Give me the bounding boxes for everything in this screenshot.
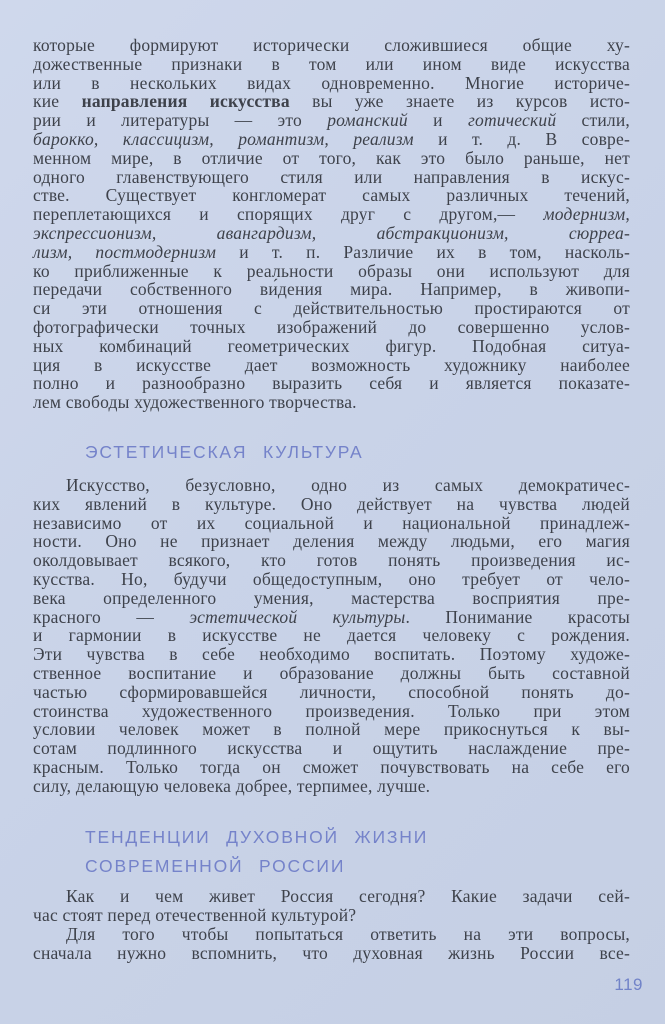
text-line [33, 645, 630, 664]
text-line [33, 476, 630, 495]
text-line [33, 243, 630, 262]
text-segment: стили, [556, 110, 630, 131]
paragraph [33, 36, 630, 412]
text-segment: условии человек может в полной мере прикоснуться к вы- [33, 719, 630, 740]
text-line [33, 262, 630, 281]
heading-line: СОВРЕМЕННОЙ РОССИИ [85, 856, 346, 877]
text-segment: ственное воспитание и образование должны быть составной [33, 662, 630, 683]
text-segment: века определенного умения, мастерства восприятия пре- [33, 587, 630, 608]
text-line [33, 111, 630, 130]
text-line [33, 374, 630, 393]
text-line [33, 130, 630, 149]
text-line [33, 739, 630, 758]
text-segment: и т. д. В совре- [413, 128, 630, 149]
text-line [33, 925, 630, 944]
text-line [33, 514, 630, 533]
heading-line: ЭСТЕТИЧЕСКАЯ КУЛЬТУРА [85, 441, 364, 462]
text-line [33, 36, 630, 55]
text-segment: ких явлений в культуре. Оно действует на чувства людей [33, 493, 630, 514]
section-heading [33, 440, 630, 464]
text-segment: и гармонии в искусстве не дается человеку с рождения. [33, 625, 630, 646]
text-segment: ция в искусстве дает возможность художнику наиболее [33, 354, 630, 375]
text-line [33, 626, 630, 645]
text-line [33, 683, 630, 702]
heading-line: ТЕНДЕНЦИИ ДУХОВНОЙ ЖИЗНИ [85, 827, 429, 848]
text-line [33, 570, 630, 589]
text-line [33, 608, 630, 627]
text-segment: кие [33, 91, 82, 112]
text-line [33, 92, 630, 111]
text-segment: одного главенствующего стиля или направления в искус- [33, 166, 630, 187]
page-number: 119 [614, 975, 643, 994]
text-segment: барокко, классицизм, романтизм, реализм [33, 128, 414, 149]
text-segment: фотографически точных изображений до совершенно услов- [33, 316, 630, 337]
text-line [33, 337, 630, 356]
text-segment: ко приближенные к реальности образы они используют для [33, 260, 630, 281]
text-segment: красным. Только тогда он сможет почувствовать на себе его [33, 756, 630, 777]
text-segment: экспрессионизм, авангардизм, абстракционизм, сюрреа- [33, 222, 630, 243]
text-segment: стоинства художественного произведения. Только при этом [33, 700, 630, 721]
text-column [33, 36, 630, 963]
section-heading [33, 823, 630, 881]
text-segment: которые формируют исторически сложившиеся общие ху- [33, 35, 630, 55]
text-segment: околдовывает всякого, кто готов понять произведения ис- [33, 550, 630, 571]
text-segment: рии и литературы — это [33, 110, 328, 131]
text-segment: час стоят перед отечественной культурой? [33, 905, 357, 926]
text-segment: и [407, 110, 468, 131]
text-segment: частью сформировавшейся личности, способной понять до- [33, 681, 630, 702]
text-segment: передачи собственного ви́дения мира. Например, в живопи- [33, 279, 630, 300]
text-line [33, 777, 630, 796]
text-line [33, 393, 630, 412]
text-segment: лем свободы художественного творчества. [33, 392, 357, 413]
text-segment: силу, делающую человека добрее, терпимее, лучше. [33, 775, 431, 796]
text-line [33, 589, 630, 608]
text-line [33, 906, 630, 925]
text-segment: ности. Оно не признает деления между людьми, его магия [33, 531, 630, 552]
text-line [33, 887, 630, 906]
text-segment: Для того чтобы попытаться ответить на эти вопросы, [66, 924, 630, 945]
text-line [33, 168, 630, 187]
text-segment: . Понимание красоты [405, 606, 630, 627]
text-line [33, 495, 630, 514]
paragraph [33, 925, 630, 963]
text-segment: Искусство, безусловно, одно из самых демократичес- [66, 474, 630, 495]
text-segment: красного — [33, 606, 190, 627]
text-segment: Эти чувства в себе необходимо воспитать. Поэтому художе- [33, 644, 630, 665]
text-segment: кусства. Но, будучи общедоступным, оно требует от чело- [33, 568, 630, 589]
text-line [33, 205, 630, 224]
text-line [33, 55, 630, 74]
text-segment: и т. п. Различие их в том, насколь- [216, 241, 630, 262]
text-segment: сначала нужно вспомнить, что духовная жизнь России все- [33, 942, 630, 963]
text-line [33, 318, 630, 337]
text-segment: модернизм, [543, 204, 630, 225]
text-line [33, 280, 630, 299]
text-line [33, 664, 630, 683]
paragraph [33, 476, 630, 796]
text-segment: готический [467, 110, 557, 131]
text-segment: полно и разнообразно выразить себя и является показате- [33, 373, 630, 394]
text-line [33, 944, 630, 963]
text-segment: независимо от их социальной и национальной принадлеж- [33, 512, 630, 533]
text-segment: переплетающихся и спорящих друг с другом,— [33, 204, 544, 225]
text-segment: эстетической культуры [189, 606, 406, 627]
text-line [33, 74, 630, 93]
text-line [33, 720, 630, 739]
text-line [33, 224, 630, 243]
text-line [33, 149, 630, 168]
text-segment: сотам подлинного искусства и ощутить наслаждение пре- [33, 738, 630, 759]
text-line [33, 356, 630, 375]
text-line [33, 758, 630, 777]
text-segment: направления искусства [81, 91, 290, 112]
text-line [33, 186, 630, 205]
text-segment: романский [327, 110, 408, 131]
paragraph [33, 887, 630, 925]
text-line [33, 299, 630, 318]
text-segment: вы уже знаете из курсов исто- [289, 91, 630, 112]
text-segment: дожественные признаки в том или ином виде искусства [33, 53, 630, 74]
text-segment: си эти отношения с действительностью простираются от [33, 298, 630, 319]
text-line [33, 551, 630, 570]
text-segment: стве. Существует конгломерат самых различных течений, [33, 185, 630, 206]
text-segment: Как и чем живет Россия сегодня? Какие задачи сей- [66, 886, 630, 907]
text-segment: менном мире, в отличие от того, как это было раньше, нет [33, 147, 630, 168]
text-line [33, 702, 630, 721]
text-segment: или в нескольких видах одновременно. Многие историче- [33, 72, 630, 93]
text-segment: лизм, постмодернизм [33, 241, 217, 262]
text-segment: ных комбинаций геометрических фигур. Подобная ситуа- [33, 335, 630, 356]
text-line [33, 532, 630, 551]
